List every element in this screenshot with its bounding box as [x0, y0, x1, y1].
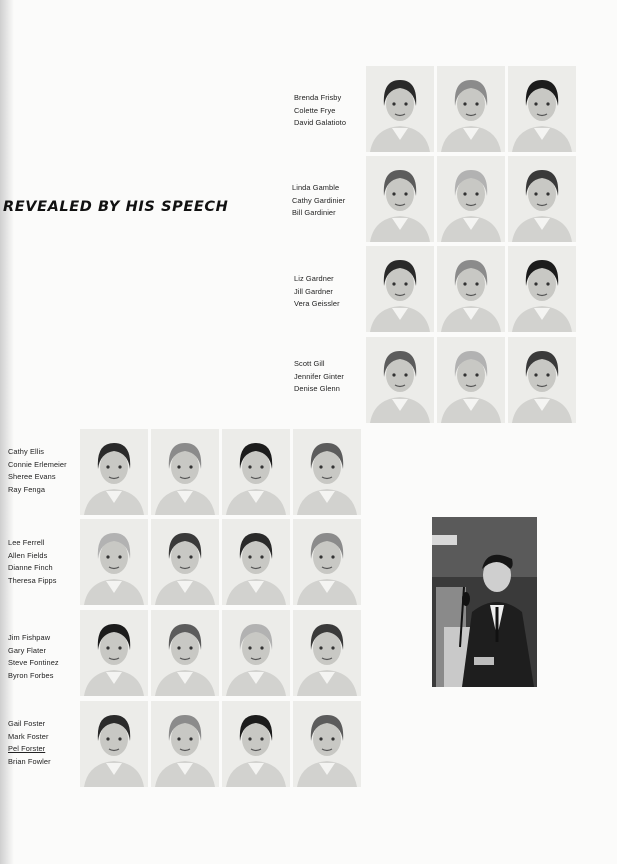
portrait-photo-icon — [293, 701, 361, 787]
portrait-photo-icon — [366, 66, 434, 152]
name-list-bottom-2 — [8, 537, 57, 587]
student-name: Bill Gardinier — [292, 208, 336, 218]
name-list-top-1 — [294, 92, 346, 130]
portrait-photo-icon — [151, 429, 219, 515]
portrait-photo-icon — [222, 701, 290, 787]
student-name: Mark Foster — [8, 731, 49, 741]
portrait-photo-icon — [437, 66, 505, 152]
name-list-top-4 — [294, 358, 344, 396]
student-name: Pel Forster — [8, 744, 46, 754]
student-name: Brian Fowler — [8, 756, 51, 766]
portrait-photo-icon — [366, 337, 434, 423]
portrait-photo-icon — [437, 156, 505, 242]
portrait-photo-icon — [151, 610, 219, 696]
portrait-photo-icon — [366, 156, 434, 242]
student-name: Jim Fishpaw — [8, 633, 51, 642]
portrait-photo-icon — [222, 429, 290, 515]
student-name: David Galatioto — [294, 118, 347, 128]
page-headline: REVEALED BY HIS SPEECH — [3, 199, 229, 215]
portrait-photo-icon — [293, 519, 361, 605]
speaker-photo-icon — [432, 517, 537, 687]
student-name: Steve Fontinez — [8, 658, 59, 668]
student-name: Denise Glenn — [294, 384, 340, 394]
student-name: Byron Forbes — [8, 670, 54, 680]
portrait-photo-icon — [80, 519, 148, 605]
student-name: Sheree Evans — [8, 472, 56, 482]
student-name: Ray Fenga — [8, 484, 46, 494]
portrait-photo-icon — [437, 337, 505, 423]
student-name: Linda Gamble — [292, 183, 340, 192]
student-name: Cathy Ellis — [8, 447, 45, 456]
student-name: Vera Geissler — [294, 299, 340, 309]
portrait-photo-icon — [80, 610, 148, 696]
student-name: Jill Gardner — [294, 286, 333, 296]
student-name: Scott Gill — [294, 359, 325, 368]
portrait-photo-icon — [222, 610, 290, 696]
portrait-photo-icon — [437, 246, 505, 332]
portrait-photo-icon — [508, 337, 576, 423]
portrait-photo-icon — [222, 519, 290, 605]
student-name: Lee Ferrell — [8, 538, 45, 547]
portrait-photo-icon — [293, 610, 361, 696]
portrait-photo-icon — [151, 519, 219, 605]
student-name: Cathy Gardinier — [292, 195, 346, 205]
portrait-photo-icon — [508, 246, 576, 332]
student-name: Dianne Finch — [8, 563, 53, 573]
portrait-photo-icon — [508, 156, 576, 242]
student-name: Brenda Frisby — [294, 93, 342, 102]
name-list-bottom-4 — [8, 718, 51, 768]
student-name: Gail Foster — [8, 719, 46, 728]
student-name: Theresa Fipps — [8, 575, 57, 585]
student-name: Liz Gardner — [294, 274, 334, 283]
portrait-photo-icon — [508, 66, 576, 152]
portrait-photo-icon — [151, 701, 219, 787]
portrait-photo-icon — [293, 429, 361, 515]
student-name: Allen Fields — [8, 550, 48, 560]
name-list-top-3 — [294, 273, 340, 311]
student-name: Colette Frye — [294, 105, 336, 115]
name-list-bottom-3 — [8, 632, 59, 682]
student-name: Gary Flater — [8, 645, 47, 655]
portrait-photo-icon — [80, 429, 148, 515]
student-name: Jennifer Ginter — [294, 371, 344, 381]
student-name: Connie Erlemeier — [8, 459, 67, 469]
name-list-top-2 — [292, 182, 345, 220]
portrait-photo-icon — [80, 701, 148, 787]
name-list-bottom-1 — [8, 446, 67, 496]
portrait-photo-icon — [366, 246, 434, 332]
